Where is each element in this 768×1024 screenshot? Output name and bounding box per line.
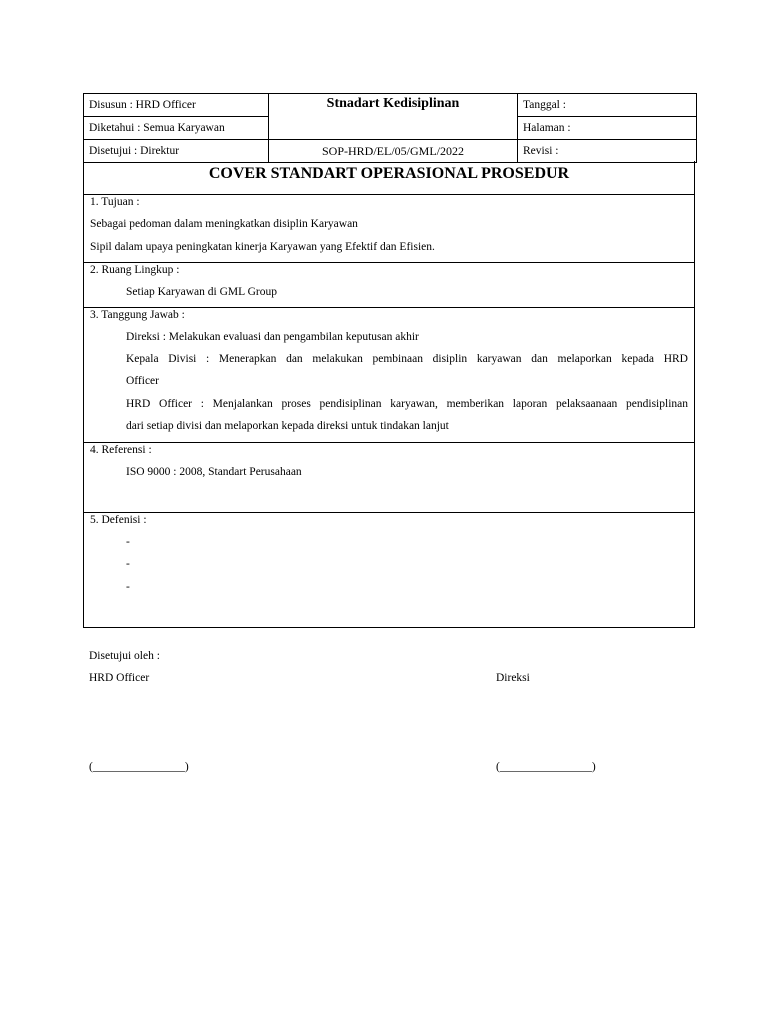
disetujui-cell: Disetujui : Direktur [84,140,269,163]
approval-label: Disetujui oleh : [89,650,160,662]
cover-title: COVER STANDART OPERASIONAL PROSEDUR [83,161,695,195]
ruang-lingkup-heading: 2. Ruang Lingkup : [90,264,180,276]
diketahui-cell: Diketahui : Semua Karyawan [84,117,269,140]
section-ruang-lingkup [83,263,695,308]
tujuan-line: Sebagai pedoman dalam meningkatkan disiplin Karyawan [90,218,358,230]
revisi-cell: Revisi : [518,140,697,163]
halaman-cell: Halaman : [518,117,697,140]
defenisi-item: - [126,558,130,570]
hrd-responsibility-line2: dari setiap divisi dan melaporkan kepada direksi untuk tindakan lanjut [126,420,449,432]
signature-line-right: (________________) [496,761,596,773]
defenisi-item: - [126,536,130,548]
defenisi-item: - [126,581,130,593]
defenisi-heading: 5. Defenisi : [90,514,147,526]
hrd-responsibility-line1: HRD Officer : Menjalankan proses pendisiplinan karyawan, memberikan laporan pelaksaanaan pendisiplinan [126,398,688,410]
referensi-text: ISO 9000 : 2008, Standart Perusahaan [126,466,302,478]
section-tujuan [83,195,695,263]
signature-line-left: (________________) [89,761,189,773]
document-title: Stnadart Kedisiplinan [269,94,518,140]
tujuan-line: Sipil dalam upaya peningkatan kinerja Karyawan yang Efektif dan Efisien. [90,241,435,253]
section-defenisi [83,513,695,628]
disusun-cell: Disusun : HRD Officer [84,94,269,117]
approval-left-role: HRD Officer [89,672,150,684]
tujuan-heading: 1. Tujuan : [90,196,140,208]
kadiv-responsibility-line1: Kepala Divisi : Menerapkan dan melakukan pembinaan disiplin karyawan dan melaporkan kepada HRD [126,353,688,365]
tanggal-cell: Tanggal : [518,94,697,117]
approval-right-role: Direksi [496,672,530,684]
referensi-heading: 4. Referensi : [90,444,152,456]
tanggung-jawab-heading: 3. Tanggung Jawab : [90,309,185,321]
kadiv-responsibility-line2: Officer [126,375,159,387]
ruang-lingkup-text: Setiap Karyawan di GML Group [126,286,277,298]
document-header-table [83,93,697,163]
section-tanggung-jawab [83,308,695,443]
document-code: SOP-HRD/EL/05/GML/2022 [269,140,518,163]
direksi-responsibility: Direksi : Melakukan evaluasi dan pengambilan keputusan akhir [126,331,419,343]
section-referensi [83,443,695,513]
